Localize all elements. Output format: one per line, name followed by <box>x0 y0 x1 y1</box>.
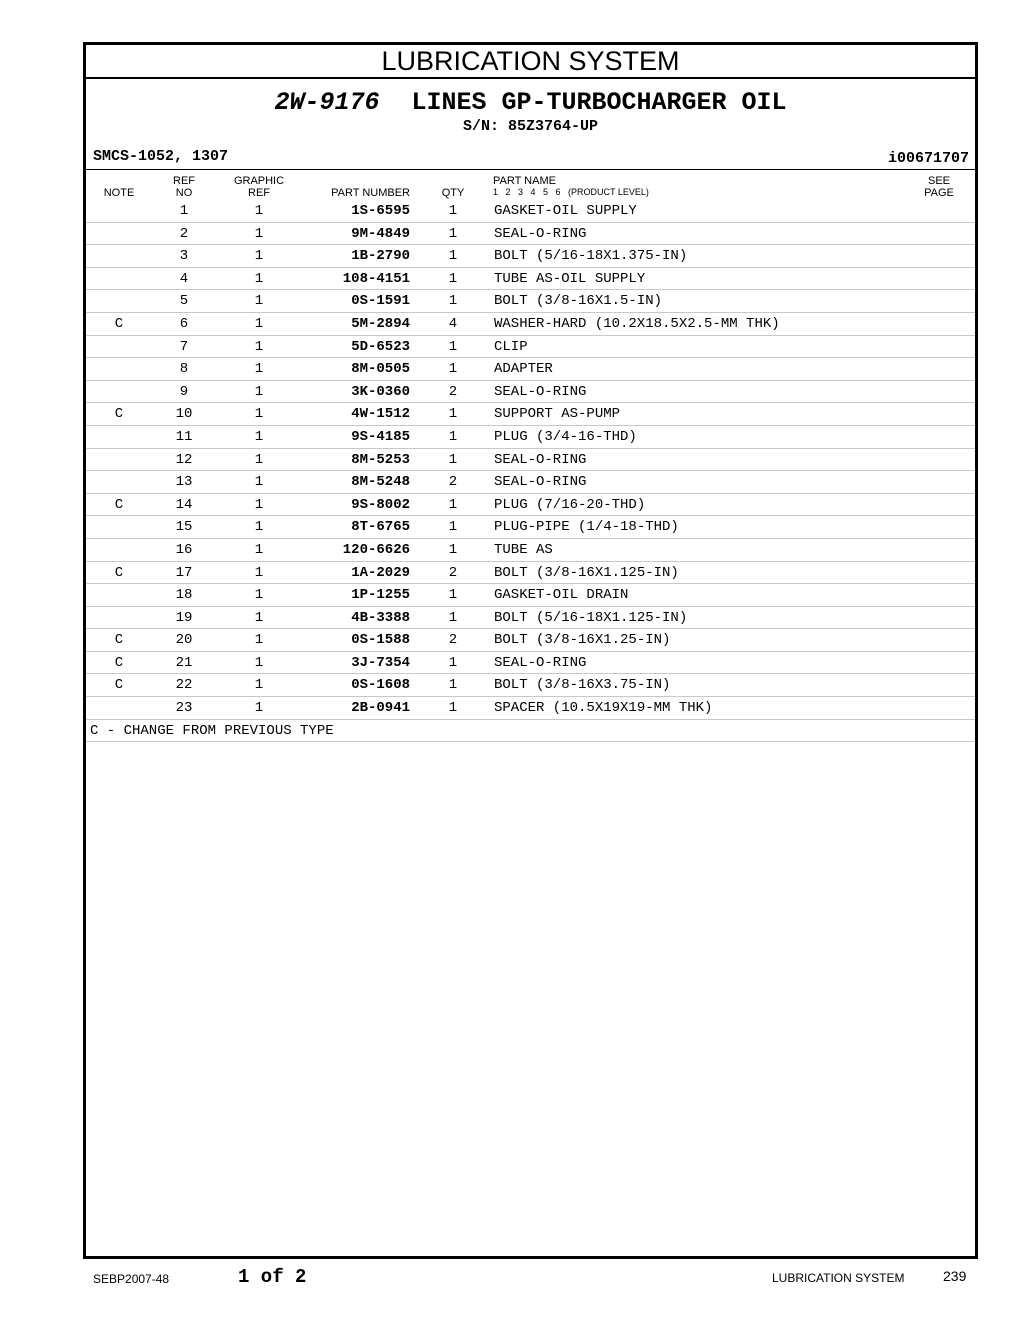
part-number: 5D-6523 <box>351 338 410 355</box>
ref-number: 11 <box>175 428 193 445</box>
part-number: 1B-2790 <box>351 248 410 265</box>
part-name: ADAPTER <box>494 361 553 378</box>
part-number: 9S-8002 <box>351 496 410 513</box>
part-name: PLUG (3/4-16-THD) <box>494 428 637 445</box>
graphic-ref: 1 <box>254 654 264 671</box>
column-ref-top: REF <box>173 175 195 187</box>
header-divider <box>86 169 975 170</box>
graphic-ref: 1 <box>254 361 264 378</box>
part-number: 3J-7354 <box>351 654 410 671</box>
part-name: BOLT (3/8-16X3.75-IN) <box>494 677 671 694</box>
serial-number-range: S/N: 85Z3764-UP <box>462 118 599 135</box>
graphic-ref: 1 <box>254 474 264 491</box>
graphic-ref: 1 <box>254 225 264 242</box>
ref-number: 21 <box>175 654 193 671</box>
graphic-ref: 1 <box>254 451 264 468</box>
column-graphic-top: GRAPHIC <box>233 175 285 187</box>
quantity: 2 <box>448 632 458 649</box>
part-name: PLUG-PIPE (1/4-18-THD) <box>494 519 679 536</box>
ref-number: 2 <box>179 225 189 242</box>
ref-number: 4 <box>179 270 189 287</box>
table-row <box>86 607 975 630</box>
graphic-ref: 1 <box>254 564 264 581</box>
part-name: BOLT (5/16-18X1.375-IN) <box>494 248 688 265</box>
ref-number: 18 <box>175 587 193 604</box>
ref-number: 3 <box>179 248 189 265</box>
graphic-ref: 1 <box>254 203 264 219</box>
graphic-ref: 1 <box>254 609 264 626</box>
quantity: 1 <box>448 338 458 355</box>
parts-list <box>86 200 975 742</box>
part-number: 1P-1255 <box>351 587 410 604</box>
part-number: 8M-5248 <box>351 474 410 491</box>
table-row <box>86 268 975 291</box>
graphic-ref: 1 <box>254 293 264 310</box>
quantity: 1 <box>448 451 458 468</box>
illustration-id: i00671707 <box>887 150 969 167</box>
part-name: GASKET-OIL SUPPLY <box>494 203 637 219</box>
column-note: NOTE <box>103 187 135 199</box>
quantity: 1 <box>448 428 458 445</box>
graphic-ref: 1 <box>254 677 264 694</box>
quantity: 1 <box>448 406 458 423</box>
part-name: SEAL-O-RING <box>494 451 587 468</box>
table-row <box>86 449 975 472</box>
part-name: CLIP <box>494 338 528 355</box>
note-cell: C <box>114 406 124 423</box>
column-part-number: PART NUMBER <box>331 187 410 199</box>
part-number: 108-4151 <box>342 270 410 287</box>
part-number: 1S-6595 <box>351 203 410 219</box>
graphic-ref: 1 <box>254 315 264 332</box>
ref-number: 1 <box>179 203 189 219</box>
table-row <box>86 381 975 404</box>
part-number: 120-6626 <box>342 541 410 558</box>
ref-number: 23 <box>175 700 193 717</box>
table-row <box>86 652 975 675</box>
group-name: LINES GP-TURBOCHARGER OIL <box>411 88 787 117</box>
quantity: 1 <box>448 587 458 604</box>
table-row <box>86 697 975 720</box>
quantity: 2 <box>448 564 458 581</box>
part-number: 0S-1591 <box>351 293 410 310</box>
table-row <box>86 290 975 313</box>
quantity: 1 <box>448 654 458 671</box>
footer-section: LUBRICATION SYSTEM <box>772 1271 905 1285</box>
column-see-bottom: PAGE <box>924 187 954 199</box>
table-row <box>86 403 975 426</box>
part-name: BOLT (3/8-16X1.125-IN) <box>494 564 679 581</box>
graphic-ref: 1 <box>254 519 264 536</box>
ref-number: 5 <box>179 293 189 310</box>
table-row <box>86 471 975 494</box>
ref-number: 20 <box>175 632 193 649</box>
part-name: BOLT (3/8-16X1.25-IN) <box>494 632 671 649</box>
ref-number: 7 <box>179 338 189 355</box>
quantity: 2 <box>448 474 458 491</box>
ref-number: 22 <box>175 677 193 694</box>
table-row <box>86 674 975 697</box>
part-name: TUBE AS-OIL SUPPLY <box>494 270 646 287</box>
part-number: 8M-5253 <box>351 451 410 468</box>
part-name: BOLT (3/8-16X1.5-IN) <box>494 293 663 310</box>
ref-number: 17 <box>175 564 193 581</box>
quantity: 1 <box>448 225 458 242</box>
part-number: 4B-3388 <box>351 609 410 626</box>
part-name: GASKET-OIL DRAIN <box>494 587 629 604</box>
footer-doc-id: SEBP2007-48 <box>93 1272 170 1286</box>
table-row <box>86 494 975 517</box>
part-name: WASHER-HARD (10.2X18.5X2.5-MM THK) <box>494 315 780 332</box>
ref-number: 16 <box>175 541 193 558</box>
quantity: 2 <box>448 383 458 400</box>
graphic-ref: 1 <box>254 270 264 287</box>
table-row <box>86 629 975 652</box>
note-cell: C <box>114 564 124 581</box>
quantity: 1 <box>448 496 458 513</box>
graphic-ref: 1 <box>254 406 264 423</box>
column-part-name: PART NAME <box>493 175 556 187</box>
group-heading <box>86 89 975 117</box>
graphic-ref: 1 <box>254 428 264 445</box>
quantity: 4 <box>448 315 458 332</box>
ref-number: 15 <box>175 519 193 536</box>
section-title: LUBRICATION SYSTEM <box>86 45 975 79</box>
note-cell: C <box>114 632 124 649</box>
quantity: 1 <box>448 293 458 310</box>
graphic-ref: 1 <box>254 587 264 604</box>
ref-number: 13 <box>175 474 193 491</box>
part-number: 2B-0941 <box>351 700 410 717</box>
column-see-top: SEE <box>927 175 950 187</box>
part-name: SPACER (10.5X19X19-MM THK) <box>494 700 713 717</box>
part-number: 5M-2894 <box>351 315 410 332</box>
graphic-ref: 1 <box>254 541 264 558</box>
quantity: 1 <box>448 541 458 558</box>
table-row <box>86 200 975 223</box>
quantity: 1 <box>448 700 458 717</box>
part-name: SEAL-O-RING <box>494 474 587 491</box>
part-number: 9S-4185 <box>351 428 410 445</box>
table-row <box>86 516 975 539</box>
graphic-ref: 1 <box>254 632 264 649</box>
ref-number: 12 <box>175 451 193 468</box>
part-number: 1A-2029 <box>351 564 410 581</box>
column-product-level: 1 2 3 4 5 6 (PRODUCT LEVEL) <box>493 187 649 197</box>
quantity: 1 <box>448 609 458 626</box>
part-number: 8T-6765 <box>351 519 410 536</box>
smcs-code: SMCS-1052, 1307 <box>93 148 229 165</box>
quantity: 1 <box>448 203 458 219</box>
column-qty: QTY <box>441 187 465 199</box>
quantity: 1 <box>448 361 458 378</box>
footer-page-of: 1 of 2 <box>238 1266 307 1288</box>
graphic-ref: 1 <box>254 383 264 400</box>
parts-page-frame <box>83 42 978 1259</box>
ref-number: 8 <box>179 361 189 378</box>
note-cell: C <box>114 654 124 671</box>
column-graphic-bottom: REF <box>248 187 270 199</box>
part-name: BOLT (5/16-18X1.125-IN) <box>494 609 688 626</box>
table-row <box>86 539 975 562</box>
graphic-ref: 1 <box>254 248 264 265</box>
ref-number: 19 <box>175 609 193 626</box>
part-number: 0S-1608 <box>351 677 410 694</box>
part-name: SEAL-O-RING <box>494 225 587 242</box>
footer-page-number: 239 <box>943 1268 967 1284</box>
ref-number: 6 <box>179 315 189 332</box>
table-row <box>86 313 975 336</box>
table-row <box>86 336 975 359</box>
quantity: 1 <box>448 519 458 536</box>
note-cell: C <box>114 496 124 513</box>
footnote-row <box>86 720 975 742</box>
column-ref-bottom: NO <box>175 187 193 199</box>
quantity: 1 <box>448 248 458 265</box>
table-row <box>86 358 975 381</box>
ref-number: 9 <box>179 383 189 400</box>
table-row <box>86 562 975 585</box>
part-number: 0S-1588 <box>351 632 410 649</box>
table-row <box>86 245 975 268</box>
part-name: SUPPORT AS-PUMP <box>494 406 621 423</box>
table-row <box>86 584 975 607</box>
note-cell: C <box>114 677 124 694</box>
part-name: SEAL-O-RING <box>494 654 587 671</box>
part-name: SEAL-O-RING <box>494 383 587 400</box>
footnote-text: C - CHANGE FROM PREVIOUS TYPE <box>90 722 334 739</box>
table-row <box>86 426 975 449</box>
part-number: 4W-1512 <box>351 406 410 423</box>
table-row <box>86 223 975 246</box>
quantity: 1 <box>448 677 458 694</box>
note-cell: C <box>114 315 124 332</box>
part-number: 8M-0505 <box>351 361 410 378</box>
group-number: 2W-9176 <box>274 88 380 117</box>
part-number: 9M-4849 <box>351 225 410 242</box>
ref-number: 14 <box>175 496 193 513</box>
graphic-ref: 1 <box>254 700 264 717</box>
graphic-ref: 1 <box>254 496 264 513</box>
ref-number: 10 <box>175 406 193 423</box>
part-number: 3K-0360 <box>351 383 410 400</box>
part-name: PLUG (7/16-20-THD) <box>494 496 646 513</box>
quantity: 1 <box>448 270 458 287</box>
part-name: TUBE AS <box>494 541 553 558</box>
graphic-ref: 1 <box>254 338 264 355</box>
